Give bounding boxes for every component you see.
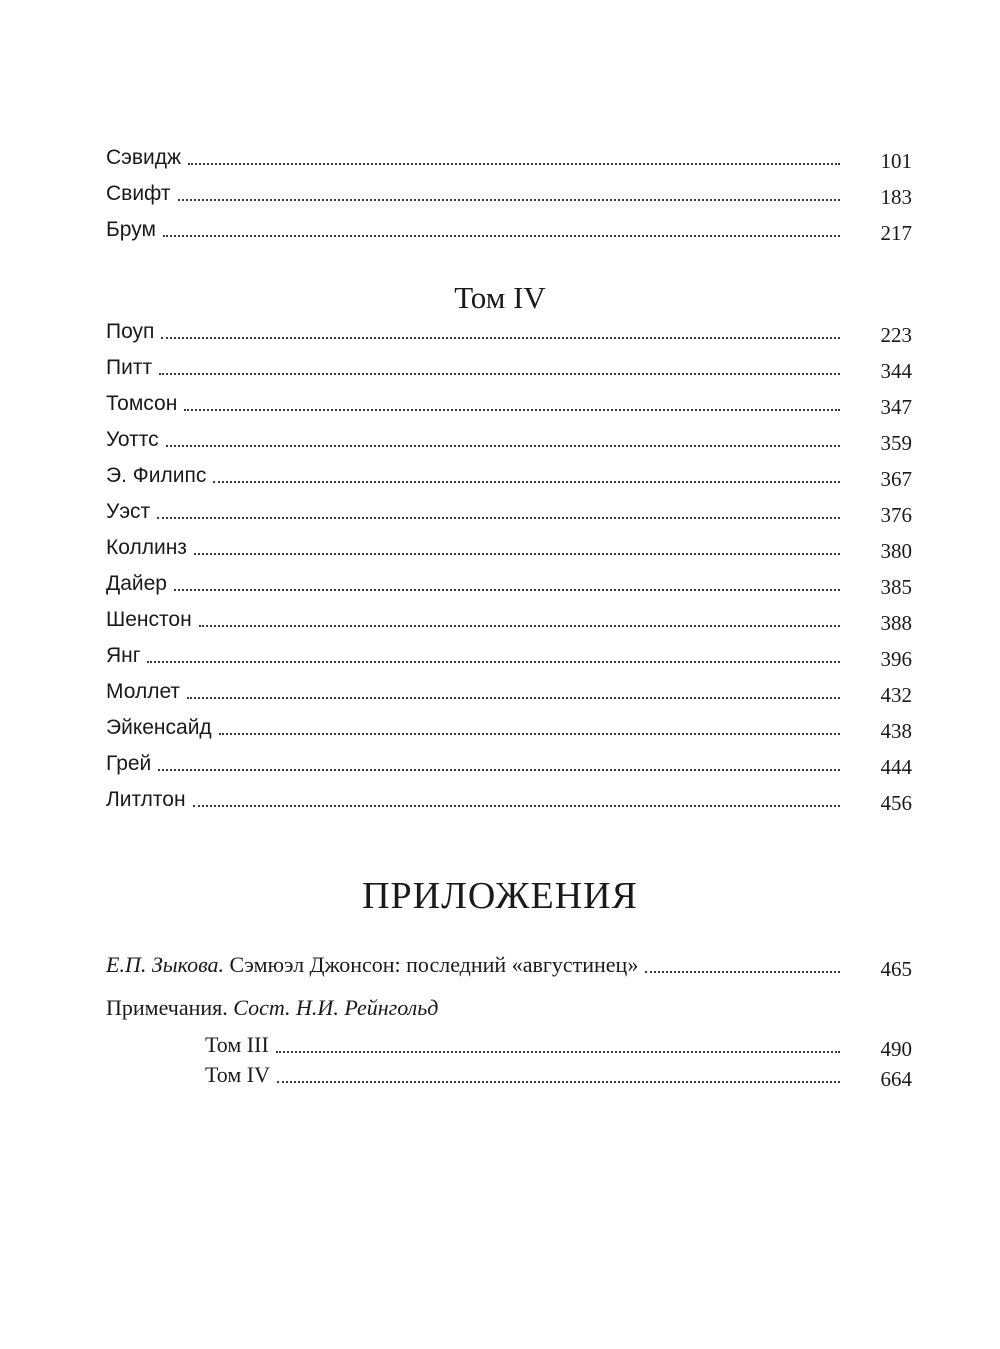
toc-entry-page: 380 xyxy=(880,539,912,563)
toc-entry-page: 456 xyxy=(880,791,912,815)
dot-leader xyxy=(188,163,840,165)
toc-entry-page: 465 xyxy=(880,957,912,981)
toc-entry-name: Уэст xyxy=(106,500,151,523)
toc-entry[interactable] xyxy=(106,176,912,210)
toc-entry[interactable] xyxy=(106,140,912,174)
notes-compiler: Сост. Н.И. Рейнгольд xyxy=(227,995,439,1020)
toc-entry-name: Сэвидж xyxy=(106,146,182,169)
toc-entry-name: Дайер xyxy=(106,572,167,595)
toc-entry-name: Янг xyxy=(106,644,141,667)
essay-title: Сэмюэл Джонсон: последний «августинец» xyxy=(223,952,639,977)
toc-entry-name: Уоттс xyxy=(106,428,159,451)
toc-entry-notes-volume[interactable] xyxy=(205,1028,912,1062)
toc-entry[interactable] xyxy=(106,350,912,384)
toc-entry-essay[interactable] xyxy=(106,948,912,982)
toc-entry[interactable] xyxy=(106,314,912,348)
dot-leader xyxy=(194,553,840,555)
toc-entry[interactable] xyxy=(106,602,912,636)
toc-entry-name: Питт xyxy=(106,356,153,379)
toc-entry-page: 183 xyxy=(880,185,912,209)
toc-entry[interactable] xyxy=(106,638,912,672)
dot-leader xyxy=(157,517,840,519)
dot-leader xyxy=(159,373,840,375)
toc-entry-page: 367 xyxy=(880,467,912,491)
toc-entry-page: 376 xyxy=(880,503,912,527)
toc-entry-name: Поуп xyxy=(106,320,155,343)
toc-entry[interactable] xyxy=(106,212,912,246)
toc-entry[interactable] xyxy=(106,422,912,456)
dot-leader xyxy=(193,805,840,807)
dot-leader xyxy=(184,409,840,411)
toc-entry-page: 396 xyxy=(880,647,912,671)
dot-leader xyxy=(219,733,840,735)
toc-entry[interactable] xyxy=(106,530,912,564)
notes-label: Примечания. xyxy=(106,995,228,1020)
dot-leader xyxy=(276,1051,840,1053)
toc-entry-page: 217 xyxy=(880,221,912,245)
toc-entry-name: Брум xyxy=(106,218,156,241)
toc-entry-notes-volume[interactable] xyxy=(205,1058,912,1092)
toc-entry-page: 388 xyxy=(880,611,912,635)
dot-leader xyxy=(187,697,840,699)
toc-entry-name: Грей xyxy=(106,752,152,775)
toc-entry[interactable] xyxy=(106,746,912,780)
toc-entry-page: 347 xyxy=(880,395,912,419)
toc-entry-name xyxy=(106,954,638,982)
dot-leader xyxy=(277,1081,840,1083)
toc-entry-name: Том IV xyxy=(205,1062,271,1087)
toc-entry[interactable] xyxy=(106,494,912,528)
appendices-heading: ПРИЛОЖЕНИЯ xyxy=(362,875,638,917)
toc-entry-name: Моллет xyxy=(106,680,181,703)
toc-entry-name: Эйкенсайд xyxy=(106,716,212,739)
toc-entry-name: Шенстон xyxy=(106,608,192,631)
toc-entry-name: Том III xyxy=(205,1032,269,1057)
toc-entry-page: 664 xyxy=(880,1067,912,1091)
toc-entry-page: 490 xyxy=(880,1037,912,1061)
toc-entry[interactable] xyxy=(106,386,912,420)
toc-entry-page: 444 xyxy=(880,755,912,779)
essay-author: Е.П. Зыкова. xyxy=(106,952,224,977)
toc-entry-page: 223 xyxy=(880,323,912,347)
toc-entry[interactable] xyxy=(106,710,912,744)
dot-leader xyxy=(163,235,840,237)
dot-leader xyxy=(158,769,840,771)
toc-entry-page: 385 xyxy=(880,575,912,599)
volume-heading: Том IV xyxy=(454,280,546,315)
dot-leader xyxy=(645,971,840,973)
dot-leader xyxy=(178,199,841,201)
toc-entry[interactable] xyxy=(106,458,912,492)
toc-entry-page: 101 xyxy=(880,149,912,173)
toc-entry-page: 432 xyxy=(880,683,912,707)
toc-entry-page: 359 xyxy=(880,431,912,455)
dot-leader xyxy=(174,589,840,591)
dot-leader xyxy=(199,625,840,627)
toc-entry-name: Э. Филипс xyxy=(106,464,207,487)
dot-leader xyxy=(161,337,840,339)
toc-entry[interactable] xyxy=(106,566,912,600)
toc-entry[interactable] xyxy=(106,674,912,708)
toc-entry-name: Свифт xyxy=(106,182,171,205)
notes-heading xyxy=(106,995,438,1021)
toc-entry-name: Коллинз xyxy=(106,536,187,559)
toc-entry-page: 344 xyxy=(880,359,912,383)
toc-entry-name: Литлтон xyxy=(106,788,186,811)
toc-entry[interactable] xyxy=(106,782,912,816)
toc-entry-name: Томсон xyxy=(106,392,178,415)
dot-leader xyxy=(166,445,840,447)
toc-entry-page: 438 xyxy=(880,719,912,743)
dot-leader xyxy=(147,661,840,663)
dot-leader xyxy=(213,481,840,483)
